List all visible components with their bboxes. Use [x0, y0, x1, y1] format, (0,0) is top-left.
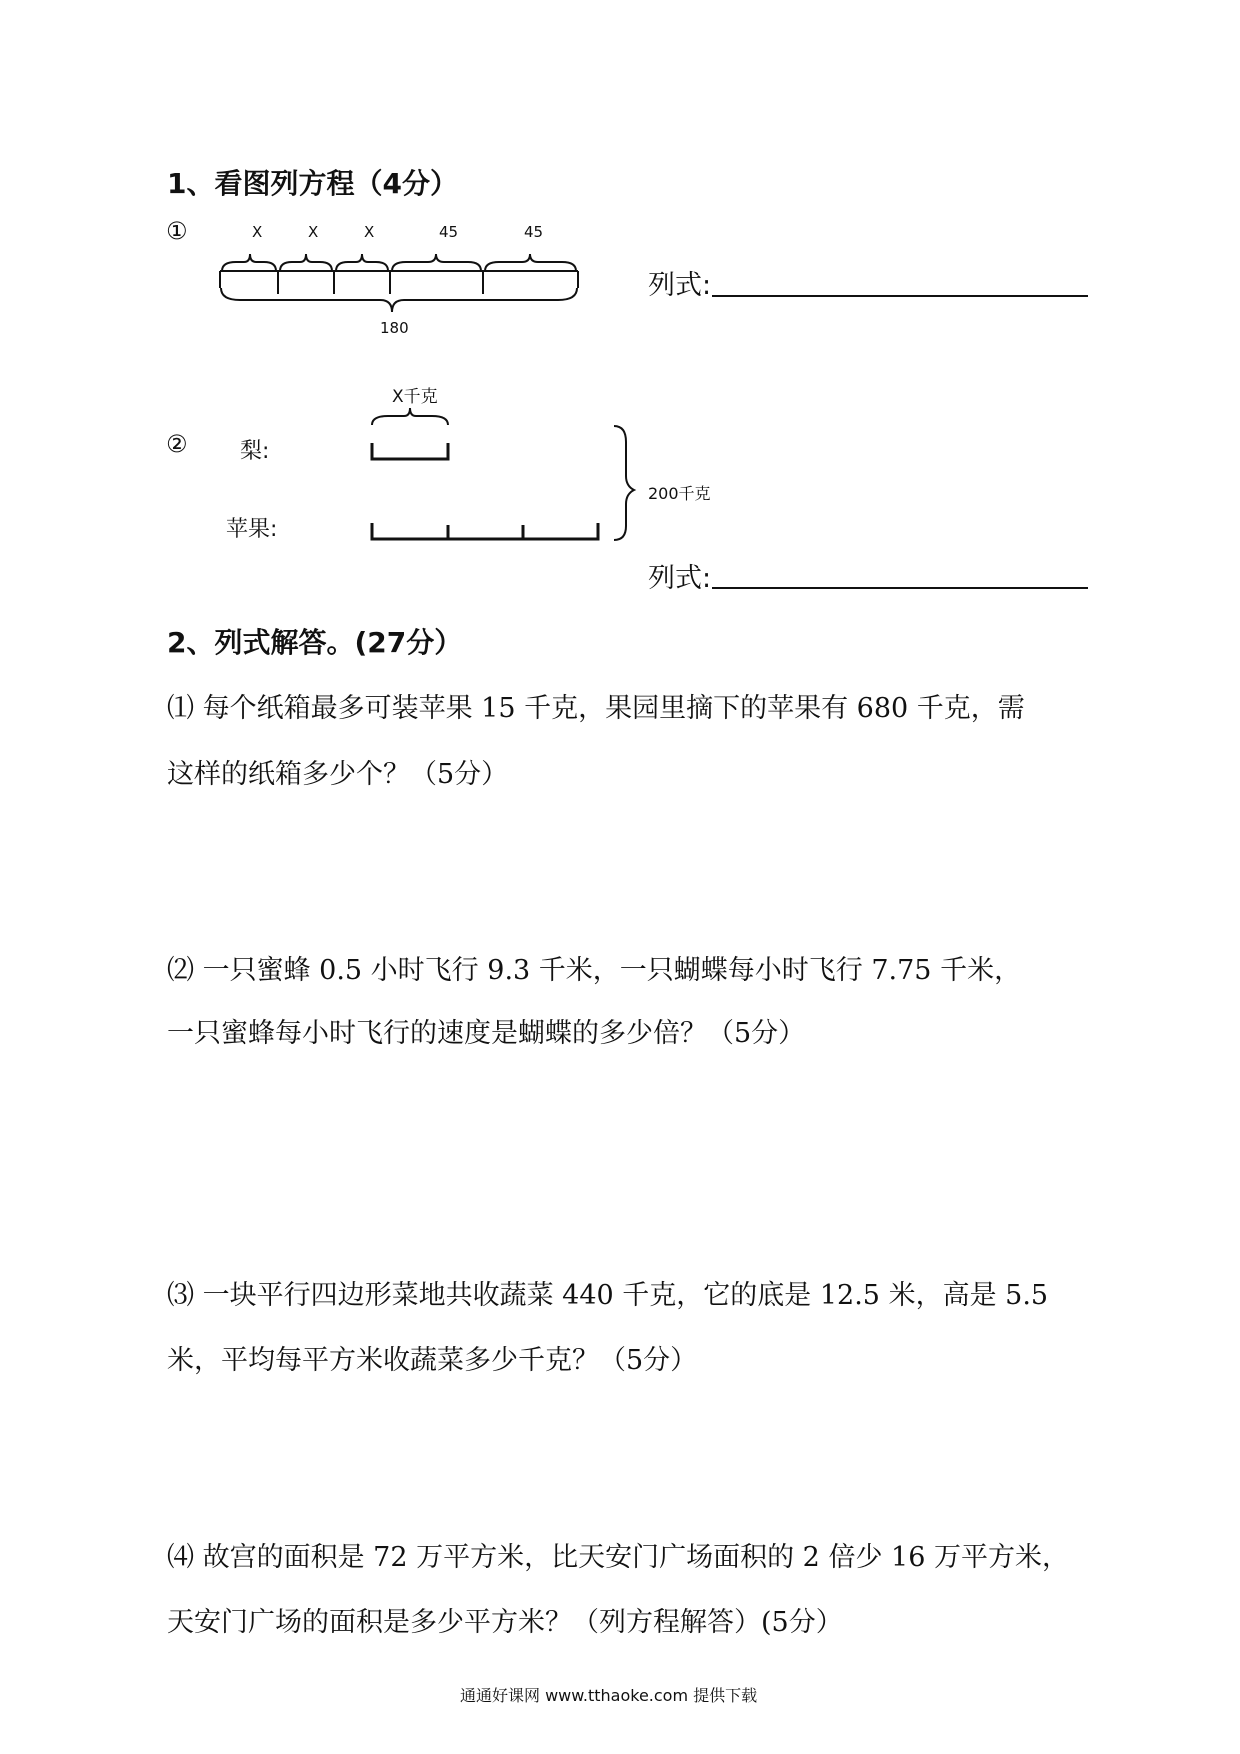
question-4-line-2: 天安门广场的面积是多少平方米？（列方程解答）(5分）: [167, 1607, 843, 1638]
brace-4: [392, 254, 481, 271]
footer-text: 通通好课网 www.tthaoke.com 提供下载: [460, 1686, 758, 1705]
total-weight-label: 200千克: [648, 484, 711, 503]
pear-segment-label: X千克: [392, 387, 438, 407]
pear-brace: [372, 408, 448, 425]
answer-label-1: 列式:: [648, 270, 712, 301]
brace-5: [485, 254, 576, 271]
problem2-number: ②: [166, 430, 188, 458]
segment-label-2: X: [308, 223, 319, 241]
pear-label: 梨:: [240, 439, 270, 464]
brace-3: [336, 254, 388, 271]
question-3-line-1: ⑶ 一块平行四边形菜地共收蔬菜 440 千克，它的底是 12.5 米，高是 5.5: [167, 1280, 1049, 1311]
problem1-number: ①: [166, 217, 188, 245]
apple-bar: [372, 523, 598, 539]
question-4-line-1: ⑷ 故宫的面积是 72 万平方米，比天安门广场面积的 2 倍少 16 万平方米，: [167, 1542, 1069, 1573]
answer-label-2: 列式:: [648, 563, 712, 594]
segment-label-4: 45: [439, 223, 459, 241]
brace-1: [222, 254, 276, 271]
segment-label-1: X: [252, 223, 263, 241]
question-2-line-1: ⑵ 一只蜜蜂 0.5 小时飞行 9.3 千米，一只蝴蝶每小时飞行 7.75 千米，: [167, 955, 1022, 986]
total-brace: [221, 288, 577, 312]
total-label-180: 180: [380, 319, 409, 337]
question-1-line-1: ⑴ 每个纸箱最多可装苹果 15 千克，果园里摘下的苹果有 680 千克，需: [167, 693, 1025, 724]
question-1-line-2: 这样的纸箱多少个？（5分）: [167, 759, 509, 790]
pear-segment: [372, 443, 448, 459]
segment-label-5: 45: [524, 223, 544, 241]
total-weight-brace: [614, 426, 634, 540]
question-2-line-2: 一只蜜蜂每小时飞行的速度是蝴蝶的多少倍？（5分）: [167, 1018, 806, 1049]
section1-title: 1、看图列方程（4分）: [167, 167, 458, 200]
apple-label: 苹果:: [226, 517, 278, 542]
segment-label-3: X: [364, 223, 375, 241]
brace-2: [280, 254, 332, 271]
question-3-line-2: 米，平均每平方米收蔬菜多少千克？（5分）: [167, 1345, 698, 1376]
section2-title: 2、列式解答。(27分）: [167, 626, 463, 659]
